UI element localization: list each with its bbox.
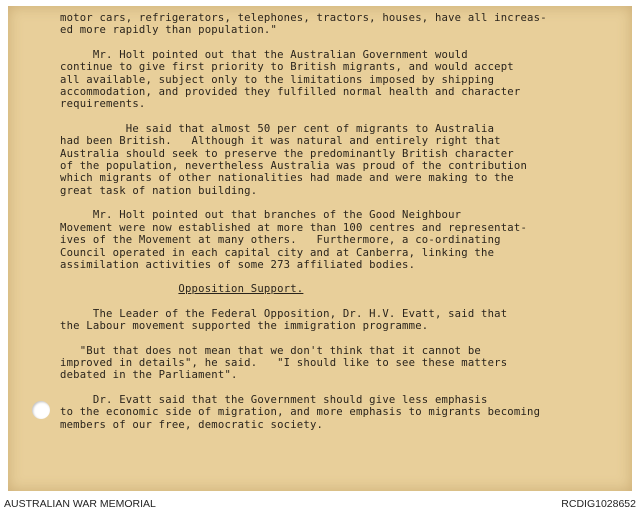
- text-line: requirements.: [60, 98, 146, 111]
- footer-record-id: RCDIG1028652: [561, 498, 636, 510]
- section-heading-line: [60, 283, 630, 295]
- text-line: to the economic side of migration, and more emphasis to migrants becoming: [60, 406, 541, 419]
- paragraph-5: [60, 308, 630, 333]
- text-line: assimilation activities of some 273 affiliated bodies.: [60, 258, 416, 271]
- text-line: Council operated in each capital city and at Canberra, linking the: [60, 246, 495, 259]
- text-line: great task of nation building.: [60, 184, 258, 197]
- paragraph-2: [60, 49, 630, 111]
- footer-institution: AUSTRALIAN WAR MEMORIAL: [4, 498, 156, 510]
- paragraph-3: [60, 123, 630, 197]
- text-line: which migrants of other nationalities had made and were making to the: [60, 172, 514, 185]
- document-page: [8, 6, 632, 491]
- section-heading: Opposition Support.: [178, 283, 304, 296]
- text-line: had been British. Although it was natural and entirely right that: [60, 135, 501, 148]
- text-line: Mr. Holt pointed out that the Australian Government would: [60, 48, 468, 61]
- text-line: "But that does not mean that we don't think that it cannot be: [60, 344, 481, 357]
- punch-hole: [32, 401, 50, 419]
- text-line: Australia should seek to preserve the predominantly British character: [60, 147, 514, 160]
- text-line: ed more rapidly than population.": [60, 24, 278, 37]
- text-line: improved in details", he said. "I should like to see these matters: [60, 356, 508, 369]
- text-line: all available, subject only to the limitations imposed by shipping: [60, 73, 495, 86]
- text-line: Mr. Holt pointed out that branches of the Good Neighbour: [60, 209, 462, 222]
- text-line: accommodation, and provided they fulfilled normal health and character: [60, 86, 521, 99]
- text-line: ives of the Movement at many others. Furthermore, a co-ordinating: [60, 234, 501, 247]
- text-line: the Labour movement supported the immigration programme.: [60, 320, 429, 333]
- text-line: motor cars, refrigerators, telephones, tractors, houses, have all increas-: [60, 12, 547, 24]
- typed-text: [60, 12, 630, 431]
- paragraph-1: [60, 12, 630, 37]
- text-line: continue to give first priority to British migrants, and would accept: [60, 61, 514, 74]
- text-line: members of our free, democratic society.: [60, 418, 324, 431]
- paragraph-4: [60, 209, 630, 271]
- text-line: He said that almost 50 per cent of migrants to Australia: [60, 122, 495, 135]
- text-line: The Leader of the Federal Opposition, Dr. H.V. Evatt, said that: [60, 307, 508, 320]
- text-line: debated in the Parliament".: [60, 369, 238, 382]
- paragraph-7: [60, 394, 630, 431]
- archive-footer: [0, 495, 640, 513]
- paragraph-6: [60, 345, 630, 382]
- text-line: Movement were now established at more than 100 centres and representat-: [60, 221, 528, 234]
- text-line: of the population, nevertheless Australia was proud of the contribution: [60, 160, 528, 173]
- text-line: Dr. Evatt said that the Government should give less emphasis: [60, 393, 488, 406]
